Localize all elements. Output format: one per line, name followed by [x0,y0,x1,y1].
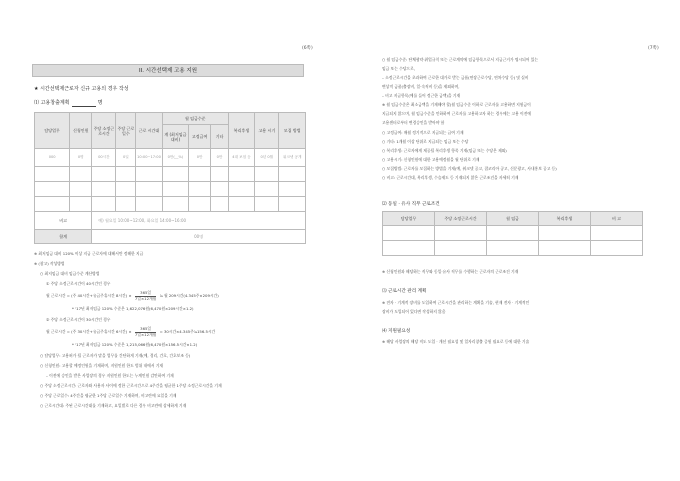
formula-fraction [135,291,156,301]
sample-cell: 10:00~17:00 [136,149,162,167]
headcount-blank [72,100,96,107]
table-cell[interactable] [35,197,70,212]
section-title: ⑷ 지원필요성 [382,329,411,334]
fraction-numerator: 365일 [135,327,156,333]
table-cell[interactable] [162,182,188,197]
table-cell[interactable] [279,197,306,212]
paragraph: 장비가 도입되어 있다면 작성하지 않음 [382,309,446,314]
table-cell[interactable] [136,182,162,197]
col-header: 비 고 [591,212,643,226]
table-cell[interactable] [255,167,279,182]
fraction-denominator: 7일×12개월 [134,331,157,337]
table-cell[interactable] [70,167,92,182]
sample-cell: 0만(__%) [162,149,188,167]
list-item: ○ 고용시기: 신청인원에 대한 고용예정월을 월 단위로 기재 [382,157,480,162]
list-item: ○ 최저임금 대비 임금수준 계산방법 [40,271,100,276]
paragraph: ※ 해당 사업장의 해당 직도 도입 · 개선 필요성 및 일자리창출 증원 필요로 등에 대한 기술 [382,339,530,344]
list-item: ○ 기타: 1개월 이상 단위로 지급되는 임금 또는 수당 [382,139,469,144]
table-cell[interactable] [116,167,136,182]
list-item: ○ 담당업무: 고용허가 될 근로자가 맡을 업무를 간단하게 기재(예, 경리, 간호, 간호보조 등) [40,353,191,358]
table-cell[interactable] [279,182,306,197]
table-cell[interactable] [487,226,539,241]
list-item: 고용센터로부터 변경승인을 받아야 함 [382,120,445,125]
section-title: II. 시간선택제 고용 지원 [32,64,304,77]
list-item: ○ 신청인원: 고용할 예정인원을 기재하며, 지원인원 한도 범위 내에서 기재 [40,363,164,368]
table-row [35,182,306,197]
table-row [383,226,643,241]
note-row [35,212,306,230]
col-header: 주당 소정근로시간 [92,113,116,149]
table-cell[interactable] [383,226,435,241]
list-item: – 이전에 승인을 받은 사업장의 경우 지원인원 한도는 누계인원 감안하여 기재 [46,373,174,378]
table-cell[interactable] [92,167,116,182]
list-item: ○ 비고: 근로시간대, 복리후생, 수습제도 등 기재되지 않은 근로조건을 자세히 기재 [382,175,519,180]
col-header: 신청인원 [70,113,92,149]
formula-right: = 30시간×4.345주≒156.5시간 [159,329,216,335]
sample-cell: 00시간 [92,149,116,167]
list-item: ○ 고정급여: 매월 정기적으로 지급되는 급여 기재 [382,130,464,135]
col-header: 복리후생 [539,212,591,226]
col-header: 담당업무 [35,113,70,149]
table-cell[interactable] [116,182,136,197]
table-cell[interactable] [539,241,591,256]
table-cell[interactable] [591,226,643,241]
table-cell[interactable] [189,182,211,197]
formula-fraction [135,327,156,337]
formula-left: 월 근로시간 = (주 30시간+유급주휴시간 6시간) × [46,329,132,335]
table-cell[interactable] [435,226,487,241]
page-number: (6쪽) [302,46,313,51]
table-cell[interactable] [539,226,591,241]
list-item: ○ 주당 근로일수: 4주간을 평균한 1주당 근로일수 기재하며, 비고란에 요일을 기재 [40,393,177,398]
table-cell[interactable] [435,241,487,256]
note-text: ※ (참고) 작성방법 [34,261,65,266]
sample-cell: 000 [35,149,70,167]
note-text: ※ 최저임금 대비 120% 이상 지급 근로자에 대해서만 정해한 지급 [34,251,144,256]
col-header: 주당 소정근로시간 [435,212,487,226]
fraction-denominator: 7일×12개월 [134,295,157,301]
paragraph: ※ 전자 · 기계적 장비를 도입하여 근로시간을 관리하는 계획을 기술, 현재 전자 · 기계적인 [382,300,530,305]
sample-cell: 0일 [116,149,136,167]
employment-plan-suffix: 명 [97,100,103,106]
table-cell[interactable] [70,182,92,197]
formula-1 [46,291,219,301]
table-cell[interactable] [35,182,70,197]
col-header: 담당업무 [383,212,435,226]
list-item: – 비고 지급항목(예를 들어 정근한 금액)을 기재 [382,93,461,98]
sample-cell: 0만 [211,149,229,167]
table-cell[interactable] [591,241,643,256]
table-cell[interactable] [92,197,116,212]
col-header: 복리후생 [228,113,254,149]
formula-note: * '17년 최저임금 120% 수준은 1,622,076원(6,470원×209시간×1.2) [72,306,194,311]
table-cell[interactable] [136,197,162,212]
formula-right: ≒ 월 209시간(4.345주×209시간) [159,293,219,299]
table-row [383,241,643,256]
list-item: ① 주당 소정근로시간이 40시간인 경우 [46,281,111,286]
formula-note: * '17년 최저임금 120% 수준은 1,215,066원(6,470원×156.5시간×1.2) [72,342,198,347]
table-cell[interactable] [255,182,279,197]
table-cell[interactable] [228,167,254,182]
right-page [340,0,680,481]
sample-cell: 4대 보험 등 [228,149,254,167]
col-header: 계 (최저임금 대비) [162,125,188,149]
sample-cell: 워크넷 공개 [279,149,306,167]
col-header: 기타 [211,125,229,149]
employment-plan-prefix: ⑴ 고용창출계획 [34,100,70,106]
table-cell[interactable] [279,167,306,182]
list-item: ○ 복리후생: 근로자에게 제공될 복리후생 항목 기재(임금 또는 수당은 제외) [382,148,507,153]
note-text: ※ 신청인원과 해당하는 직무와 동일·유사 직무를 수행하는 근로자의 근로조건 기재 [382,269,519,274]
list-item: ○ 월 임금수준: 단체협약·취업규칙 또는 근로계약에 임금항목으로서 지급근거가 명시되어 있는 [382,57,539,62]
list-item: ○ 모집방법: 근로자를 모집하는 방법을 기재(예, 워크넷 공고, 잡코리아 공고, 신문광고, 사내홍보 공고 등) [382,166,557,171]
list-item: ○ 근로시간대: 주된 근로시간대를 기재하고, 요일별로 다른 경우 비고란에 상세하게 기재 [40,403,187,408]
table-row [35,197,306,212]
list-item: ② 주당 소정근로시간이 30시간인 경우 [46,317,111,322]
table-cell[interactable] [189,197,211,212]
list-item: 변상적 금품(출장비, 일·숙직비 등)을 제외하며, [382,84,460,89]
similar-job-table [382,211,643,256]
page-number: (7쪽) [648,46,659,51]
col-header: 월 임금 [487,212,539,226]
table-cell[interactable] [35,167,70,182]
total-row [35,230,306,244]
total-label: 합계 [35,230,92,244]
table-cell[interactable] [211,182,229,197]
table-cell[interactable] [116,197,136,212]
total-value[interactable]: 00명 [92,230,306,244]
formula-left: 월 근로시간 = (주 40시간+유급주휴시간 8시간) × [46,293,132,299]
table-cell[interactable] [92,182,116,197]
wage-group-header: 월 임금수준 [162,113,228,125]
col-header: 고용 시기 [255,113,279,149]
list-item: – 소정근로시간을 초과하여 근로한 대가로 받는 금품(연장근로수당, 연차수당 등) 및 실비 [382,75,529,80]
table-cell[interactable] [211,197,229,212]
table-cell[interactable] [255,197,279,212]
formula-2 [46,327,215,337]
list-item: 지급되지 않으며, 월 임금수준을 인하하여 근로자를 고용하고자 하는 경우에는 고용 이전에 [382,111,531,116]
col-header: 주당 근로일수 [116,113,136,149]
col-header: 고정급여 [189,125,211,149]
table-cell[interactable] [228,197,254,212]
sample-cell: 0명 [70,149,92,167]
table-cell[interactable] [162,197,188,212]
table-cell[interactable] [70,197,92,212]
note-label: 비고 [35,212,92,230]
table-cell[interactable] [487,241,539,256]
sample-row [35,149,306,167]
section-heading: ★ 시간선택제근로자 신규 고용의 경우 작성 [34,86,129,92]
table-cell[interactable] [189,167,211,182]
list-item: 임금 또는 수당으로, [382,66,415,71]
list-item: ※ 월 임금수준은 최소금액을 기재해야 할(월 임금수준 이하로 근로자를 고용하면 지원금이 [382,102,531,107]
table-cell[interactable] [228,182,254,197]
table-cell[interactable] [136,167,162,182]
sample-cell: 0만 [189,149,211,167]
employment-plan-heading [34,100,102,107]
table-cell[interactable] [211,167,229,182]
employment-plan-table [34,112,306,244]
col-header: 근로 시간대 [136,113,162,149]
list-item: ○ 주당 소정근로시간: 근로자와 사용자 사이에 정한 근로시간으로 4주간을 평균한 1주당 소정근로시간을 기재 [40,383,222,388]
sample-cell: 0년 0월 [255,149,279,167]
table-row [35,167,306,182]
section-title: ⑶ 근로시간 관리 계획 [382,289,427,294]
table-cell[interactable] [383,241,435,256]
fraction-numerator: 365일 [135,291,156,297]
section-title: ⑵ 동일 · 유사 직무 근로조건 [382,202,440,207]
note-value[interactable]: 예) 월요일 10:00~12:00, 화요일 14:00~16:00 [92,212,306,230]
table-cell[interactable] [162,167,188,182]
col-header: 모집 방법 [279,113,306,149]
